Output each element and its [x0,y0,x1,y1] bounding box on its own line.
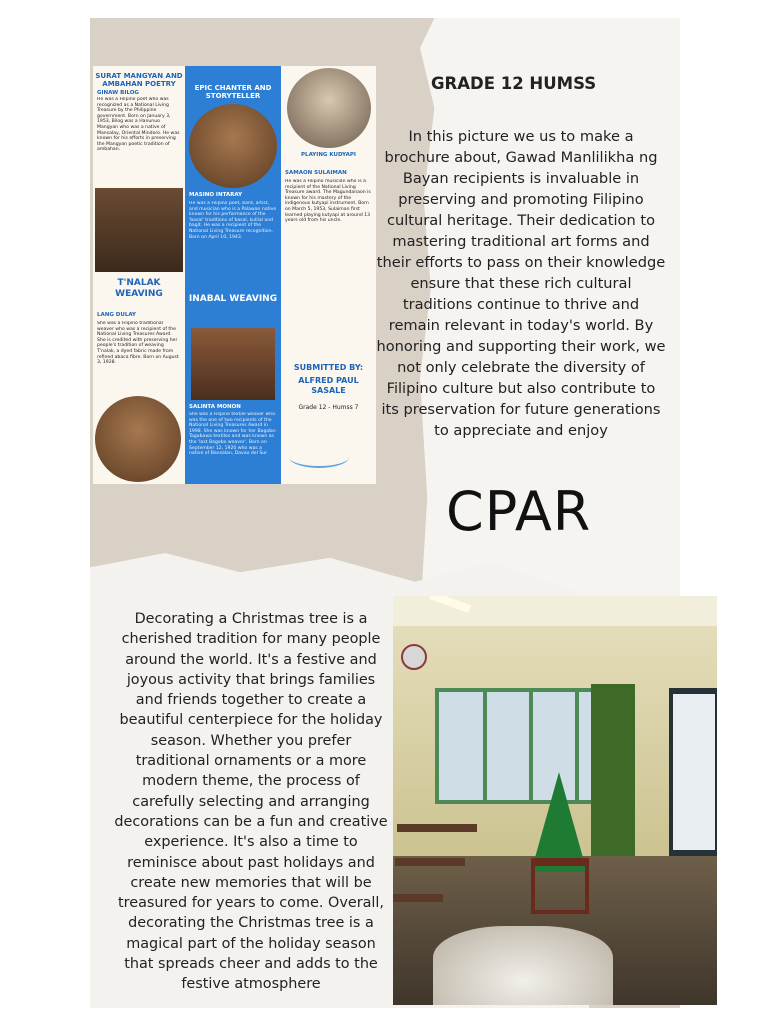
photo-board [669,688,717,858]
brochure-bio: He was a Filipino poet who was recognized as a National Living Treasure by the Philippine government. Born on January 3, 1953, Bilog was a Hanunuo Mangyan who was a native of Mansalay, Oriental Mindoro. He was known for his efforts in preserving the Mangyan poetic tradition of ambahan. [97,97,180,153]
brochure-section-title: T'NALAK WEAVING [115,278,163,299]
brochure-photo [287,68,371,148]
brochure-section-title: EPIC CHANTER AND STORYTELLER [194,84,272,100]
brochure-section-title: INABAL WEAVING [188,294,278,304]
submitted-name: ALFRED PAUL SASALE [298,376,359,395]
classroom-photo [393,596,717,1005]
photo-desk [395,858,465,866]
photo-decorations [433,926,613,1005]
brochure-section-title: SURAT MANGYAN AND AMBAHAN POETRY [95,72,183,88]
brochure-column-2 [185,66,281,484]
brochure-photo [189,104,277,188]
brochure-person-name: SAMAON SULAIMAN [285,170,347,176]
christmas-tree [531,772,587,872]
decorative-swirl [289,446,349,468]
brochure-person-name: SALINTA MONON [189,404,241,410]
photo-desk [393,894,443,902]
brochure-description: In this picture we us to make a brochure about, Gawad Manlilikha ng Bayan recipients is invaluable in preserving and promoting Filipino cultural heritage. Their dedication to mastering traditional art forms and their efforts to pass on their knowledge ensure that these rich cultural traditions continue to thrive and remain relevant in today's world. By honoring and supporting their work, we not only celebrate the diversity of Filipino culture but also contribute to its preservation for future generations to appreciate and enjoy [376,128,666,439]
brochure-photo [95,188,183,272]
page-title: CPAR [446,480,592,543]
brochure-person-name: GINAW BILOG [97,90,139,96]
board-surface [673,694,715,850]
submitted-label: SUBMITTED BY: [293,363,364,372]
wall-ornament [401,644,427,670]
brochure-image [93,66,376,484]
window-frame [483,692,487,800]
brochure-photo [191,328,275,400]
brochure-bio: She was a Filipino textile weaver who was the one of two recipients of the National Living Treasures Award in 1998. She was known for her Bagobo-Tagabawa textiles and was known as the 'last Bagobo weaver'. Born on September 12, 1920 who was a native of Bansalan, Davao del Sur. [189,412,277,457]
tree-stand [531,858,589,914]
brochure-section-title: PLAYING KUDYAPI [301,152,356,158]
brochure-person-name: MASINO INTARAY [189,192,243,198]
christmas-tree-description: Decorating a Christmas tree is a cherished tradition for many people around the world. It's a festive and joyous activity that brings families and friends together to create a beautiful centerpiece for the holiday season. Whether you prefer traditional ornaments or a more modern theme, the process of carefully selecting and arranging decorations can be a fun and creative experience. It's also a time to reminisce about past holidays and create new memories that will be treasured for years to come. Overall, decorating the Christmas tree is a magical part of the holiday season that spreads cheer and adds to the festive atmosphere [114,611,388,993]
brochure-bio: He was a Filipino poet, bard, artist, and musician who is a Palawan native known for his performance of the 'basal' traditions of basal, kulilal and bagit. He was a recipient of the National Living Treasure recognition. Born on April 10, 1943. [189,201,277,240]
page-header-title: GRADE 12 HUMSS [431,74,597,93]
photo-curtain [591,684,635,860]
grade-label: Grade 12 - Humss 7 [298,404,359,411]
brochure-bio: She was a Filipino traditional weaver who was a recipient of the National Living Treasures Award. She is credited with preserving her people's tradition of weaving T'nalak, a dyed fabric made from refined abaca fibre. Born on August 3, 1928. [97,321,179,366]
brochure-person-name: LANG DULAY [97,312,137,318]
brochure-photo [95,396,181,482]
photo-desk [397,824,477,832]
brochure-column-3 [281,66,376,484]
brochure-column-1 [93,66,185,484]
brochure-bio: He was a Filipino musician who is a recipient of the National Living Treasure award. The Magundanaon is known for his mastery of the indigenous kutyapi instrument. Born on March 5, 1953, Sulaiman first learned playing kutyapi at around 13 years old from his uncle. [285,179,371,224]
